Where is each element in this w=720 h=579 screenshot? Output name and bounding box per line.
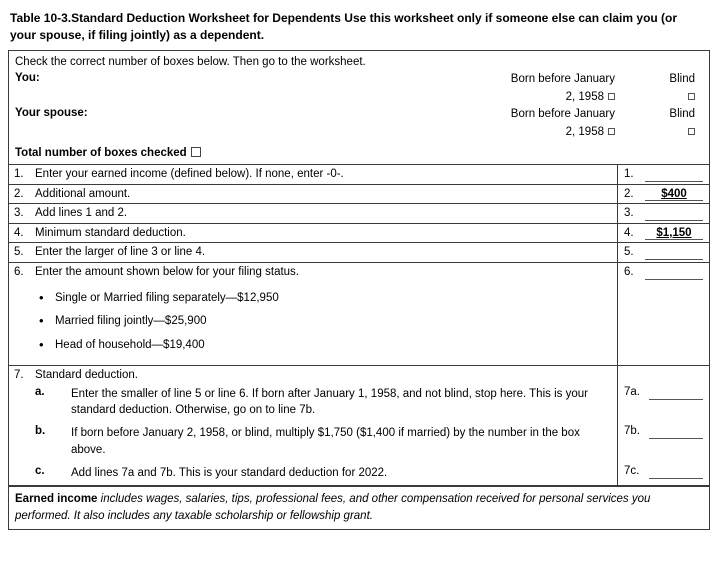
worksheet-line-2: [9, 185, 709, 204]
worksheet-line-7c: [9, 462, 709, 485]
line-text: Minimum standard deduction.: [35, 226, 186, 239]
blind-label-spouse: Blind: [669, 108, 695, 121]
line-text: Standard deduction.: [35, 368, 138, 381]
worksheet-line-1: [9, 165, 709, 185]
you-blind-checkbox-wrap: [615, 89, 695, 106]
amount-line-number: 7a.: [624, 385, 640, 398]
line-number: 3.: [14, 206, 24, 219]
spouse-born-before-col: [445, 106, 615, 123]
amount-line-number: 7c.: [624, 464, 640, 477]
checkbox-spouse-born-before[interactable]: [608, 128, 615, 135]
you-blind-col: [615, 71, 695, 88]
worksheet-line-3: [9, 204, 709, 224]
list-item: • Married filing jointly—$25,900: [55, 311, 611, 335]
checkbox-row-you-second: [15, 88, 703, 106]
amount-line-number: 6.: [624, 265, 634, 278]
amount-input-blank[interactable]: [649, 427, 703, 439]
total-boxes-label: Total number of boxes checked: [15, 146, 187, 159]
you-label: You:: [15, 72, 40, 85]
line-number: 7.: [14, 368, 24, 381]
born-before-text-line2: 2, 1958: [565, 90, 604, 103]
amount-line-number: 7b.: [624, 425, 640, 438]
checkbox-you-blind[interactable]: [688, 93, 695, 100]
line-amount-cell[interactable]: [617, 462, 709, 485]
filing-status-list: [9, 282, 617, 365]
amount-line-number: 1.: [624, 167, 634, 180]
sub-letter: b.: [35, 425, 46, 438]
spacer-you: [15, 89, 445, 90]
line-amount-cell[interactable]: [617, 263, 709, 282]
spouse-label: Your spouse:: [15, 107, 88, 120]
checkbox-row-spouse-second: [15, 123, 703, 141]
you-born-before-col: [445, 71, 615, 88]
spouse-blind-col: [615, 106, 695, 123]
filing-status-options-block: [9, 282, 709, 366]
sub-letter: c.: [35, 464, 45, 477]
line-amount-cell-empty: [617, 366, 709, 383]
worksheet-line-4: [9, 224, 709, 243]
sub-text: Enter the smaller of line 5 or line 6. If born after January 1, 1958, and not blind, stop here. This is your standard deduction. Otherwise, go on to line 7b.: [71, 387, 588, 416]
sub-text: If born before January 2, 1958, or blind, multiply $1,750 ($1,400 if married) by the number in the box above.: [71, 427, 580, 456]
worksheet-line-7a: [9, 383, 709, 423]
amount-input-blank[interactable]: [649, 388, 703, 400]
line-text: Add lines 1 and 2.: [35, 206, 128, 219]
checkbox-row-spouse: [15, 105, 703, 123]
blind-label-you: Blind: [669, 73, 695, 86]
spouse-blind-checkbox-wrap: [615, 124, 695, 141]
born-before-text-line2-spouse: 2, 1958: [565, 126, 604, 139]
worksheet-line-7-header: [9, 366, 709, 383]
total-boxes-input[interactable]: [191, 147, 201, 157]
line-amount-cell[interactable]: [617, 165, 709, 184]
filing-status-amount-spacer: [617, 282, 709, 365]
born-before-text-line1: Born before January: [510, 73, 615, 86]
worksheet-instruction: Check the correct number of boxes below. Then go to the worksheet.: [15, 56, 366, 69]
footnote-lead: Earned income: [15, 493, 101, 506]
amount-input-blank[interactable]: [645, 209, 703, 221]
amount-value: $1,150: [645, 227, 703, 240]
spouse-born-before-checkbox-wrap: [445, 124, 615, 141]
worksheet-line-6: [9, 263, 709, 282]
line-number: 6.: [14, 265, 24, 278]
worksheet-line-7-group: [9, 366, 709, 487]
amount-input-blank[interactable]: [645, 170, 703, 182]
amount-value: $400: [645, 188, 703, 201]
spacer-spouse: [15, 124, 445, 125]
sub-letter: a.: [35, 385, 45, 398]
footnote-body: includes wages, salaries, tips, professional fees, and other compensation received for personal services you performed. It also includes any taxable scholarship or fellowship grant.: [15, 493, 651, 522]
sub-text: Add lines 7a and 7b. This is your standard deduction for 2022.: [71, 466, 388, 479]
line-text: Enter the larger of line 3 or line 4.: [35, 245, 206, 258]
amount-input-blank[interactable]: [645, 248, 703, 260]
amount-input-blank[interactable]: [649, 467, 703, 479]
line-text: Additional amount.: [35, 187, 131, 200]
amount-line-number: 2.: [624, 187, 634, 200]
line-number: 5.: [14, 245, 24, 258]
line-number: 1.: [14, 167, 24, 180]
amount-line-number: 4.: [624, 226, 634, 239]
checkbox-spouse-blind[interactable]: [688, 128, 695, 135]
line-number: 4.: [14, 226, 24, 239]
checkbox-row-you: [15, 70, 703, 88]
line-amount-cell[interactable]: [617, 204, 709, 223]
amount-line-number: 3.: [624, 206, 634, 219]
line-amount-cell[interactable]: [617, 224, 709, 242]
line-number: 2.: [14, 187, 24, 200]
total-boxes-checked-row: [9, 143, 709, 165]
line-text: Enter the amount shown below for your filing status.: [35, 265, 300, 278]
earned-income-footnote: [9, 486, 709, 528]
line-amount-cell[interactable]: [617, 383, 709, 423]
born-before-text-line1-spouse: Born before January: [510, 108, 615, 121]
line-text: Enter your earned income (defined below). If none, enter -0-.: [35, 167, 344, 180]
line-amount-cell[interactable]: [617, 185, 709, 203]
worksheet-line-7b: [9, 422, 709, 462]
worksheet-line-5: [9, 243, 709, 263]
list-item: • Single or Married filing separately—$12,950: [55, 288, 611, 312]
amount-input-blank[interactable]: [645, 268, 703, 280]
you-born-before-checkbox-wrap: [445, 89, 615, 106]
line-amount-cell[interactable]: [617, 243, 709, 262]
line-amount-cell[interactable]: [617, 422, 709, 462]
list-item: • Head of household—$19,400: [55, 335, 611, 359]
amount-line-number: 5.: [624, 245, 634, 258]
table-caption: Table 10-3.Standard Deduction Worksheet for Dependents Use this worksheet only if someone else can claim you (or your spouse, if filing jointly) as a dependent.: [10, 11, 678, 43]
checkbox-you-born-before[interactable]: [608, 93, 615, 100]
checkbox-section: [9, 70, 709, 143]
standard-deduction-worksheet: [8, 50, 710, 530]
